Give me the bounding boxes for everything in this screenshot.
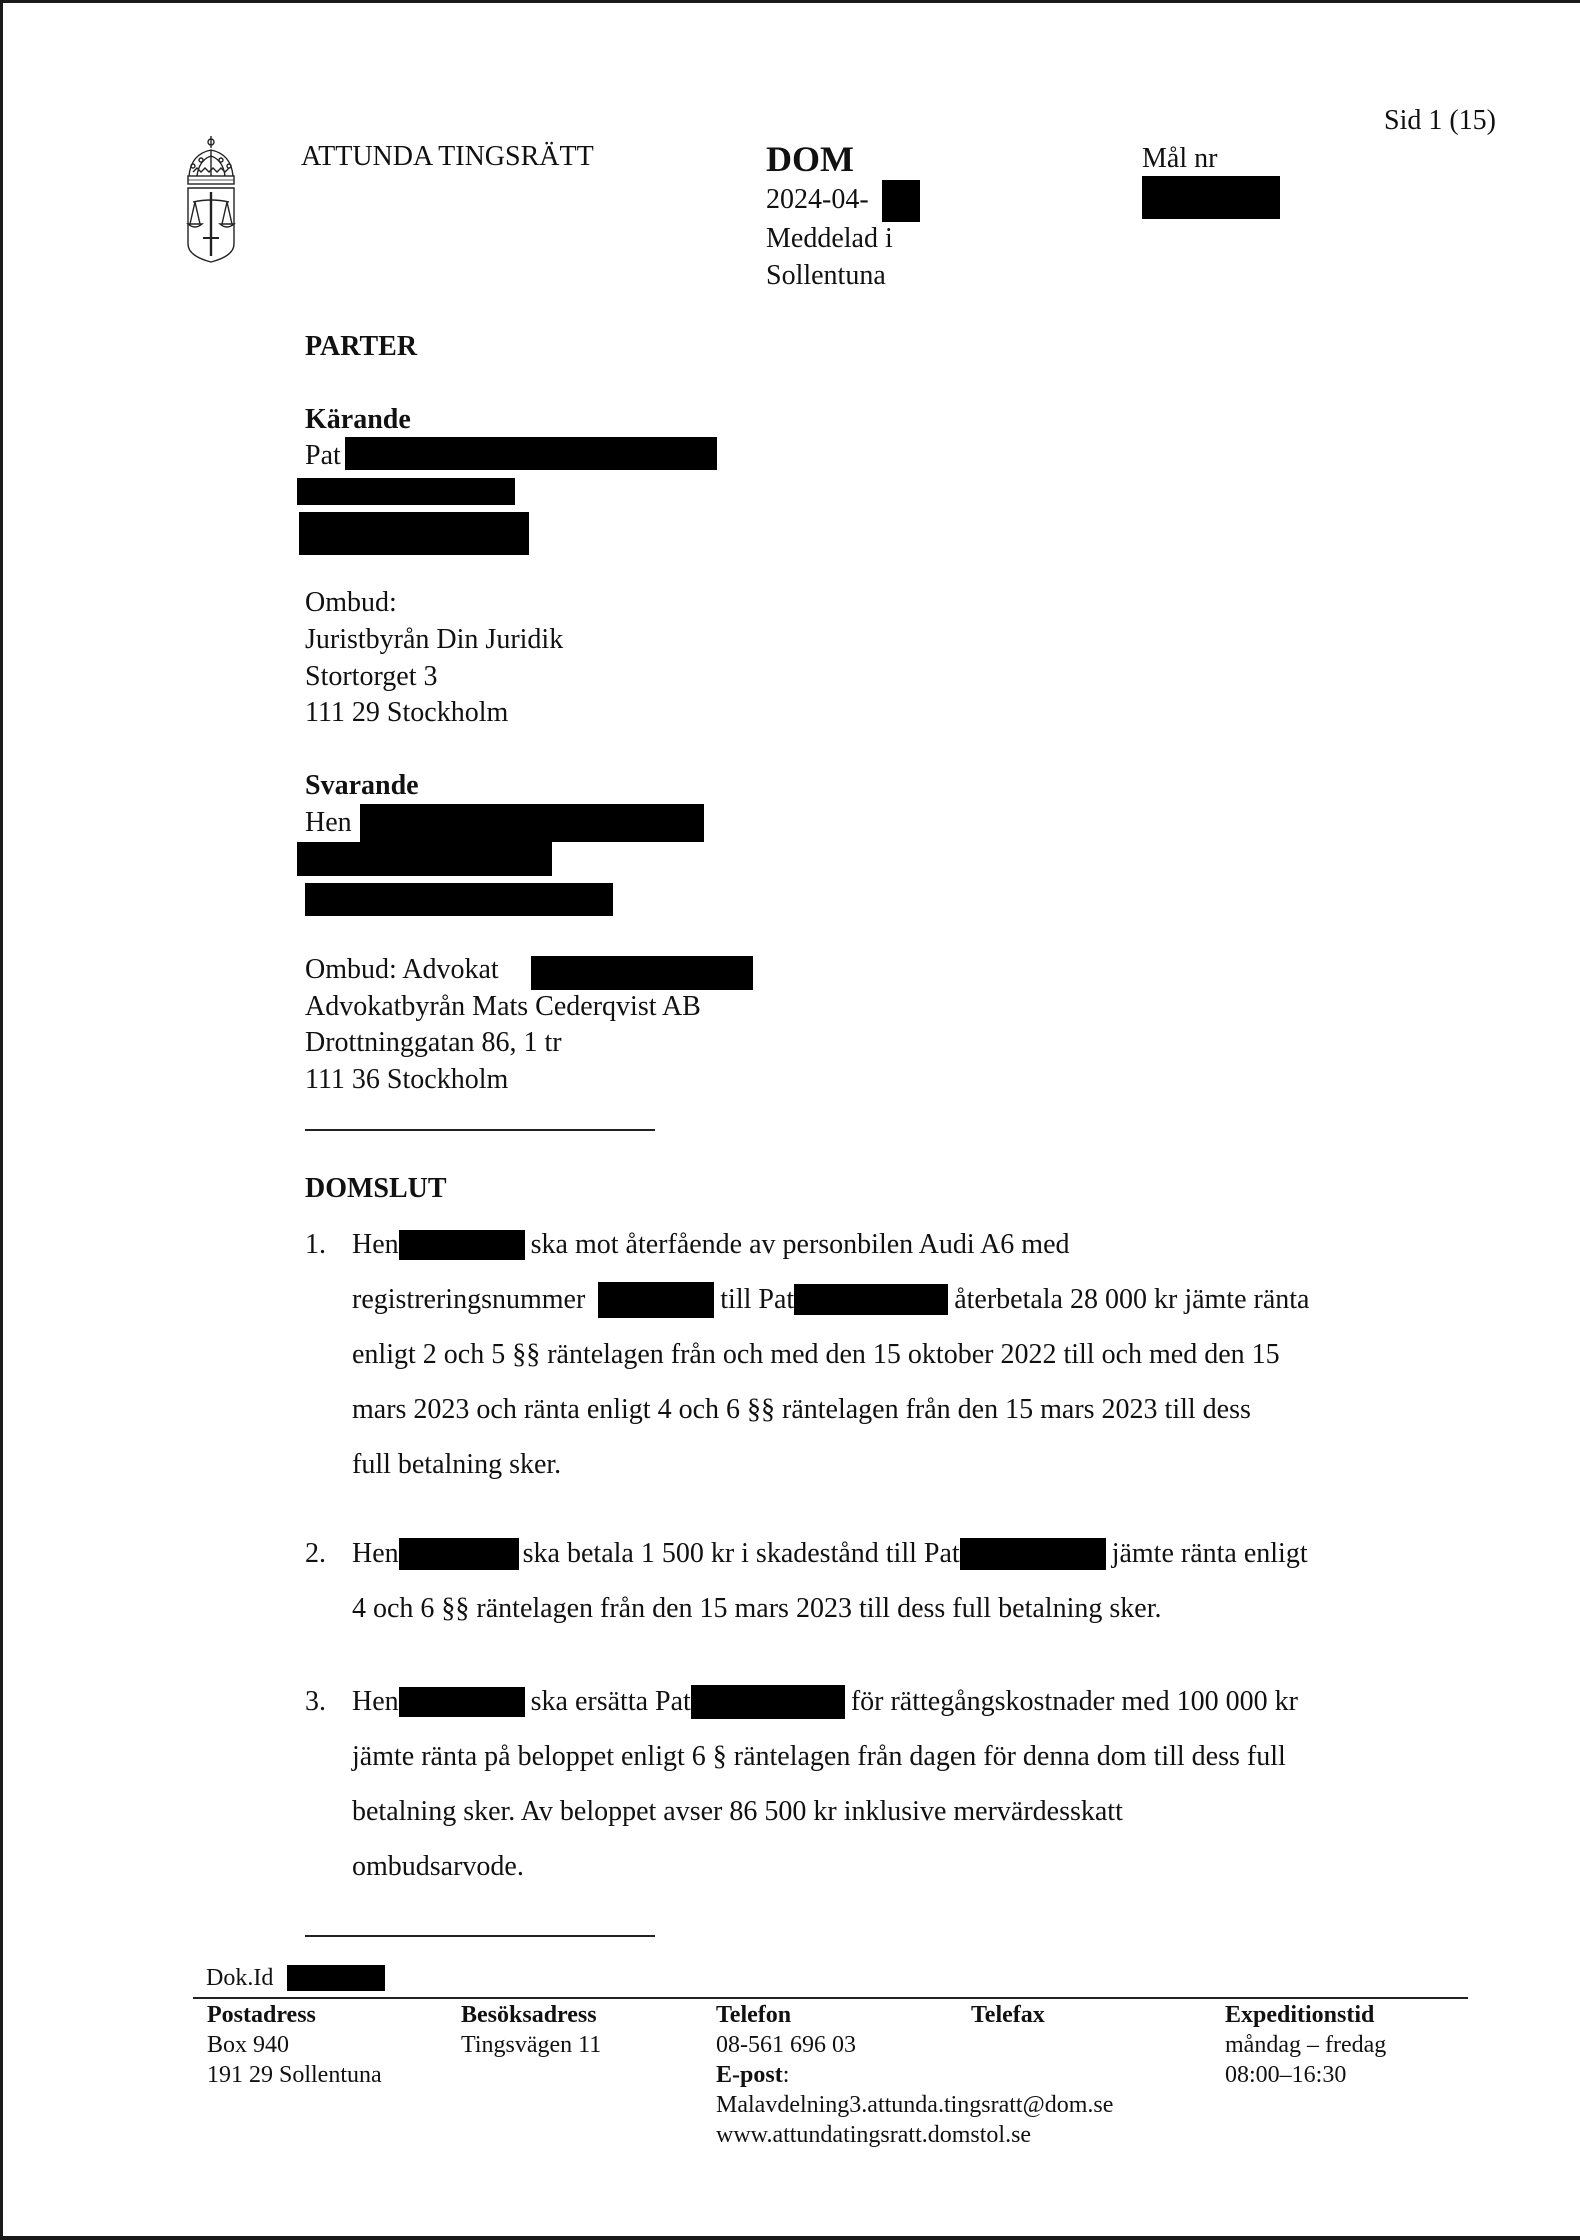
item-text: till Pat [720,1284,795,1315]
item-line: mars 2023 och ränta enligt 4 och 6 §§ räntelagen från den 15 mars 2023 till dess [352,1394,1251,1425]
footer-divider [193,1997,1468,1999]
email-label-line [716,2060,1113,2090]
item-text: för rättegångskostnader med 100 000 kr [850,1686,1298,1717]
item-line [352,1526,1452,1581]
item-line [352,1217,1452,1272]
redacted-defendant-address-1 [297,842,552,876]
defendant-counsel-city: 111 36 Stockholm [305,1064,509,1095]
redacted-defendant-name [360,804,704,842]
footer-text: Box 940 [207,2032,290,2058]
redacted-plaintiff-name [345,437,717,470]
defendant-label: Svarande [305,770,419,801]
redacted-defendant-counsel-name [531,956,753,990]
section-divider [305,1129,655,1131]
item-text: ska ersätta Pat [530,1686,691,1717]
item-number: 1. [305,1229,326,1260]
case-number-label: Mål nr [1142,143,1218,174]
footer-text: Tingsvägen 11 [461,2032,602,2058]
item-number: 2. [305,1538,326,1569]
item-line: jämte ränta på beloppet enligt 6 § räntelagen från dagen för denna dom till dess full [352,1741,1286,1772]
redacted-name [399,1687,525,1717]
item-text: ska betala 1 500 kr i skadestånd till Pat [522,1538,960,1569]
item-text: återbetala 28 000 kr jämte ränta [954,1284,1310,1315]
phone-number: 08-561 696 03 [716,2032,856,2058]
defendant-counsel-label: Ombud: Advokat [305,954,499,985]
issued-line-1: Meddelad i [766,223,893,254]
redacted-date-day [882,180,920,222]
plaintiff-counsel-label: Ombud: [305,587,397,618]
footer-heading: Expeditionstid [1225,2002,1375,2028]
redacted-name [399,1230,525,1260]
footer-text: 191 29 Sollentuna [207,2062,382,2088]
redacted-defendant-address-2 [305,883,613,916]
item-line: 4 och 6 §§ räntelagen från den 15 mars 2023 till dess full betalning sker. [352,1593,1162,1624]
item-line: betalning sker. Av beloppet avser 86 500 kr inklusive mervärdesskatt [352,1796,1123,1827]
plaintiff-label: Kärande [305,404,411,435]
issued-line-2: Sollentuna [766,260,886,291]
party-prefix: Hen [352,1229,399,1260]
footer-office-hours [1225,2000,1386,2090]
doc-id-label: Dok.Id [206,1965,274,1991]
footer-visiting-address [461,2000,601,2060]
footer-fax [971,2000,1045,2030]
redacted-name [794,1284,948,1315]
footer-phone [716,2000,1113,2150]
item-text: ska mot återfående av personbilen Audi A6 med [530,1229,1070,1260]
section-divider [305,1935,655,1937]
footer-heading: Telefon [716,2002,792,2028]
page-indicator: Sid 1 (15) [1384,105,1496,136]
item-line: full betalning sker. [352,1449,562,1480]
item-line: enligt 2 och 5 §§ räntelagen från och med den 15 oktober 2022 till och med den 15 [352,1339,1280,1370]
email-link[interactable]: Malavdelning3.attunda.tingsratt@dom.se [716,2092,1114,2118]
item-line: ombudsarvode. [352,1851,524,1882]
redacted-registration-number [598,1282,714,1318]
email-colon: : [782,2062,790,2088]
footer-postal-address [207,2000,382,2090]
redacted-case-number [1142,176,1280,219]
redacted-doc-id [287,1965,385,1991]
redacted-name [399,1538,519,1570]
footer-text: 08:00–16:30 [1225,2062,1347,2088]
item-text: jämte ränta enligt [1111,1538,1308,1569]
defendant-name: Hen [305,807,352,838]
website-link[interactable]: www.attundatingsratt.domstol.se [716,2122,1032,2148]
footer-text: måndag – fredag [1225,2032,1387,2058]
item-line [352,1674,1452,1729]
email-label: E-post [716,2062,783,2088]
defendant-counsel-firm: Advokatbyrån Mats Cederqvist AB [305,991,701,1022]
defendant-counsel-street: Drottninggatan 86, 1 tr [305,1027,562,1058]
swedish-court-crest-icon [183,136,239,264]
party-prefix: Hen [352,1538,399,1569]
parties-heading: PARTER [305,331,418,362]
footer-heading: Besöksadress [461,2002,597,2028]
item-number: 3. [305,1686,326,1717]
redacted-name [960,1538,1106,1570]
footer-heading: Postadress [207,2002,316,2028]
plaintiff-counsel-street: Stortorget 3 [305,661,438,692]
footer-heading: Telefax [971,2002,1045,2028]
document-type: DOM [766,139,854,179]
plaintiff-counsel-city: 111 29 Stockholm [305,697,509,728]
redacted-plaintiff-address-2 [299,512,529,555]
judgment-heading: DOMSLUT [305,1173,447,1204]
plaintiff-name: Pat [305,440,341,471]
item-text: registreringsnummer [352,1284,586,1315]
redacted-plaintiff-address-1 [297,478,515,505]
item-line [352,1272,1452,1327]
judgment-date: 2024-04- [766,184,869,215]
court-name: ATTUNDA TINGSRÄTT [301,141,594,172]
redacted-name [691,1685,845,1719]
plaintiff-counsel-firm: Juristbyrån Din Juridik [305,624,564,655]
party-prefix: Hen [352,1686,399,1717]
